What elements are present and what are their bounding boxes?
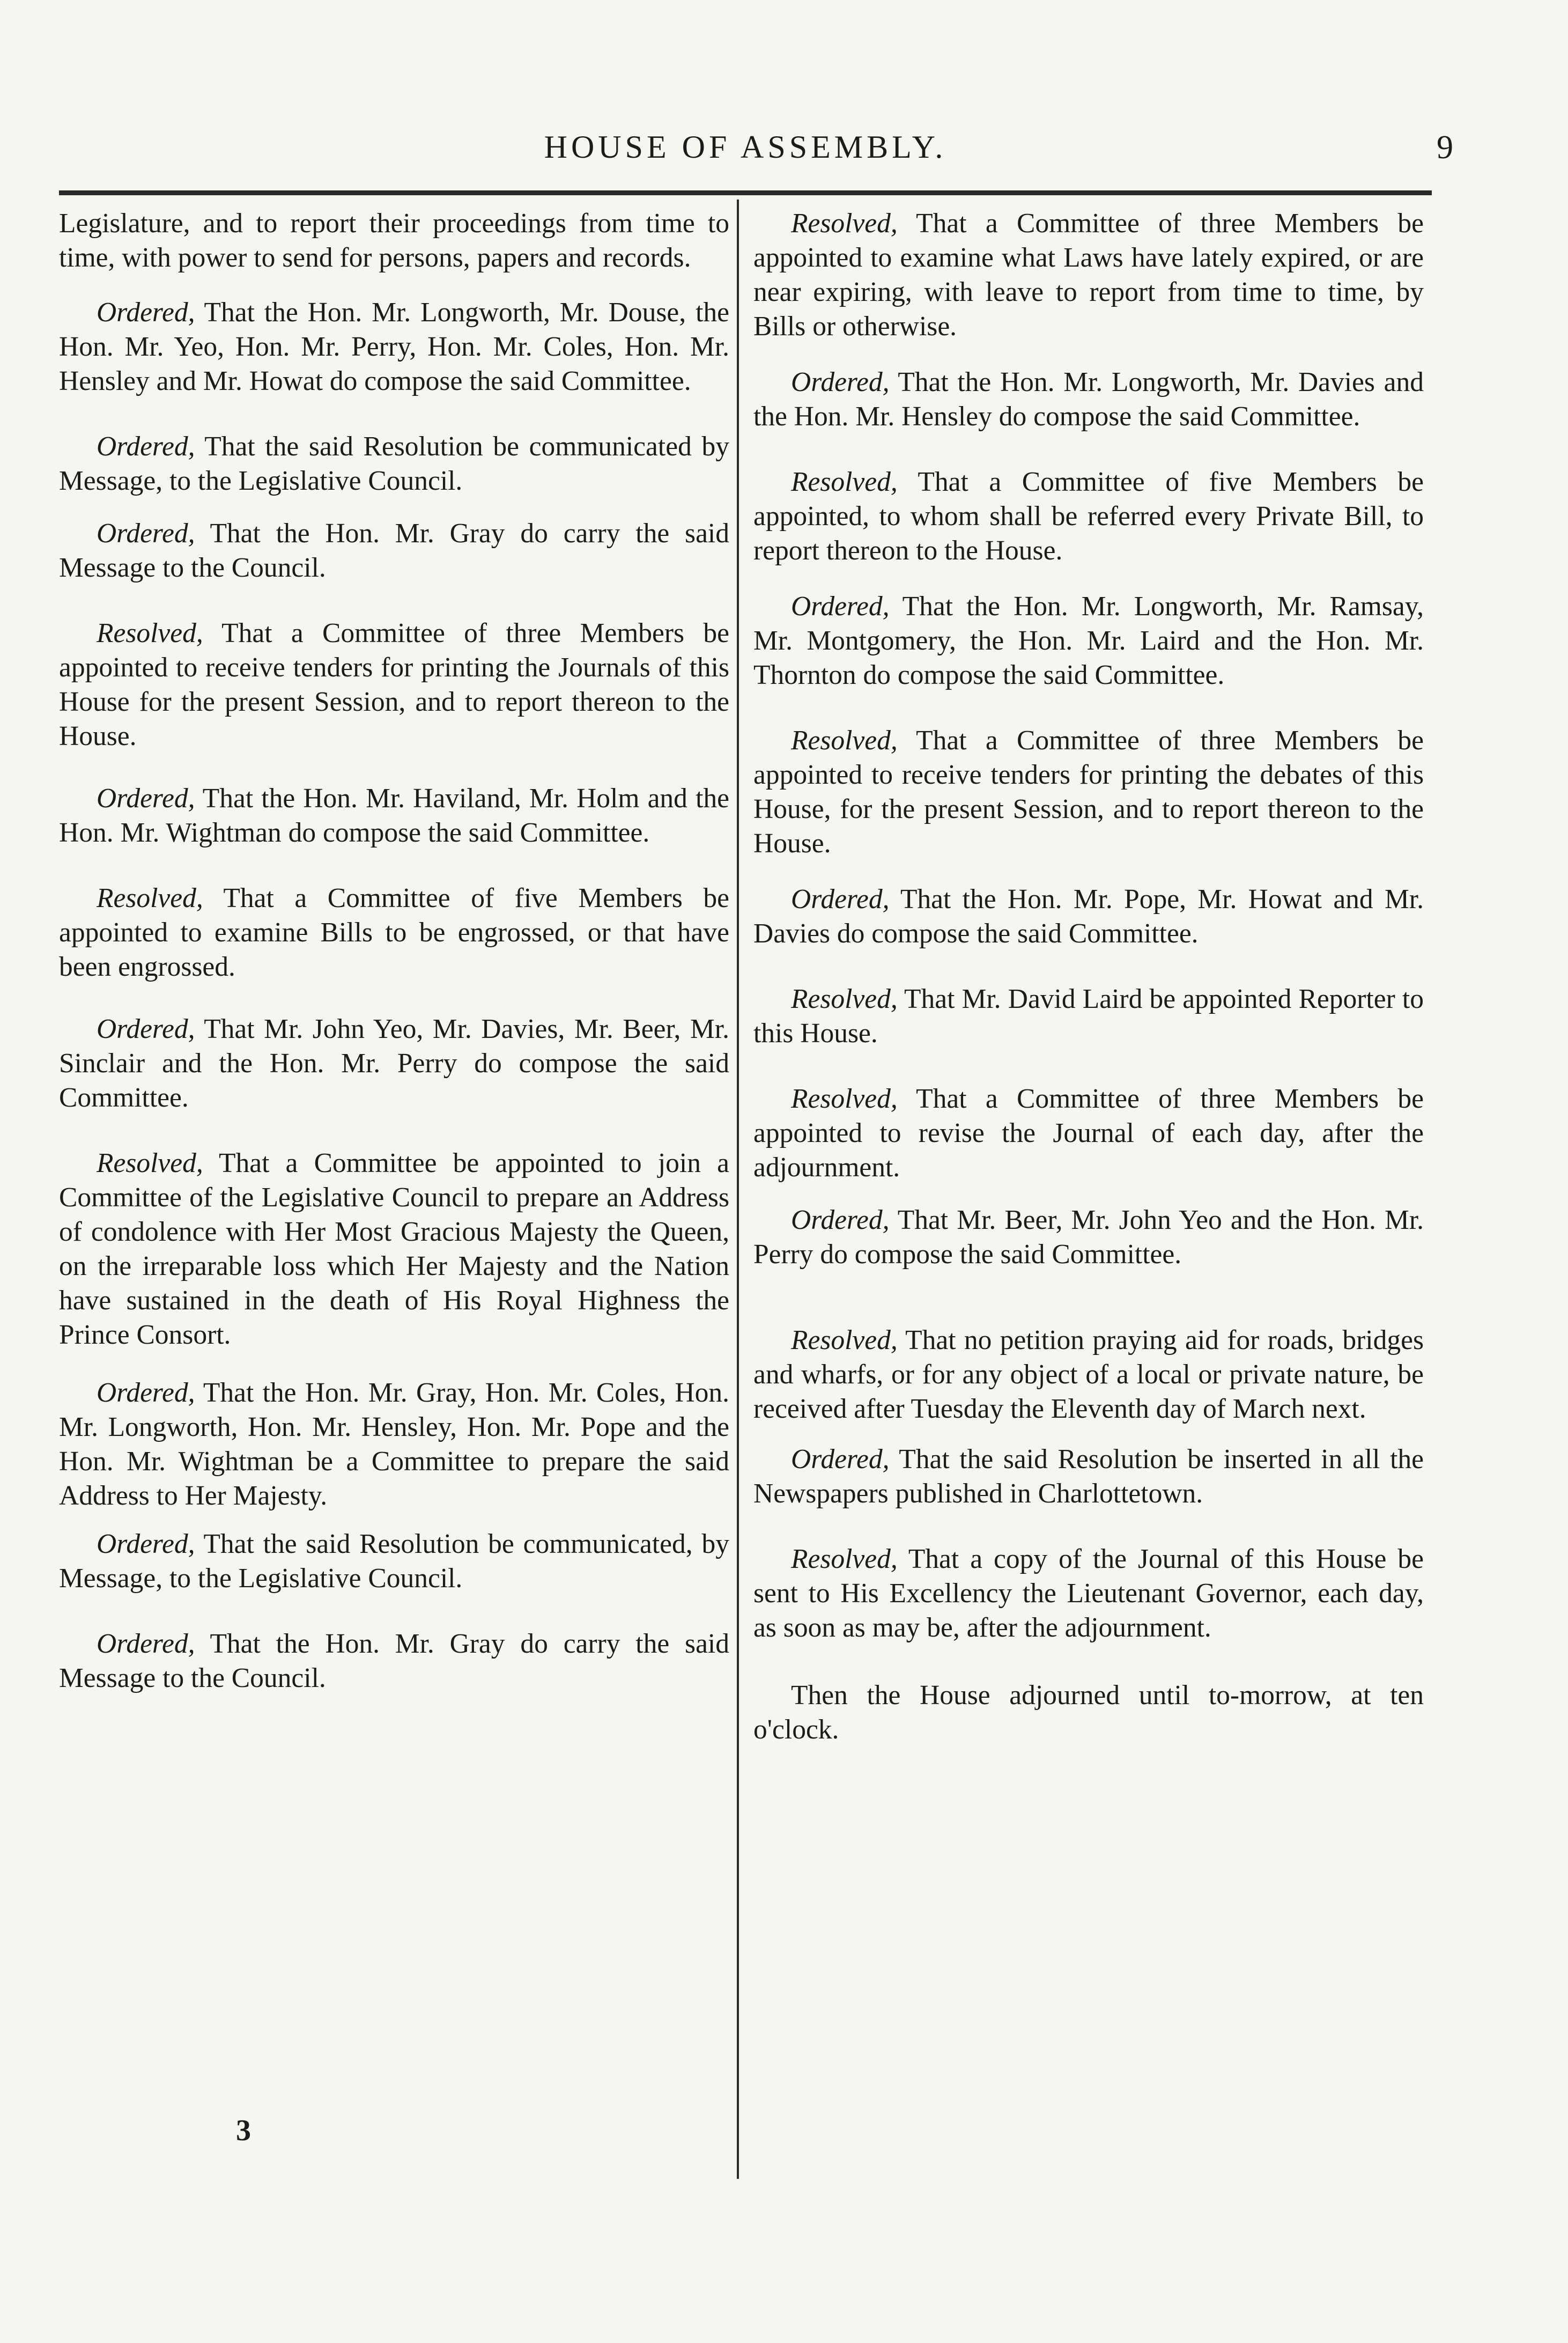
journal-paragraph xyxy=(753,982,1424,1051)
paragraph-text: That the Hon. Mr. Longworth, Mr. Davies and the Hon. Mr. Hensley do compose the said Committee. xyxy=(753,367,1424,432)
journal-paragraph xyxy=(753,1082,1424,1185)
journal-paragraph xyxy=(753,1203,1424,1272)
paragraph-lead: Ordered, xyxy=(97,297,195,328)
paragraph-text: That a Committee of three Members be appointed to examine what Laws have lately expired, or are near expiring, with leave to report from time to time, by Bills or otherwise. xyxy=(753,208,1424,342)
paragraph-lead: Ordered, xyxy=(97,1014,195,1044)
journal-paragraph xyxy=(753,882,1424,951)
paragraph-text: That a copy of the Journal of this House be sent to His Excellency the Lieutenant Governor, each day, as soon as may be, after the adjournment. xyxy=(753,1544,1424,1643)
paragraph-lead: Resolved, xyxy=(97,883,203,913)
journal-paragraph xyxy=(59,1627,729,1696)
paragraph-text: That the Hon. Mr. Haviland, Mr. Holm and the Hon. Mr. Wightman do compose the said Committee. xyxy=(59,783,729,848)
journal-paragraph xyxy=(59,296,729,399)
paragraph-lead: Ordered, xyxy=(791,884,890,915)
column-divider xyxy=(737,200,739,2179)
journal-paragraph xyxy=(59,782,729,850)
paragraph-lead: Resolved, xyxy=(791,725,898,756)
paragraph-lead: Resolved, xyxy=(791,984,898,1014)
paragraph-text: That the Hon. Mr. Gray, Hon. Mr. Coles, Hon. Mr. Longworth, Hon. Mr. Hensley, Hon. Mr. Pope and the Hon. Mr. Wightman be a Committee to prepare the said Address to Her Majesty. xyxy=(59,1377,729,1511)
paragraph-lead: Resolved, xyxy=(97,1148,203,1178)
paragraph-lead: Ordered, xyxy=(791,367,890,397)
journal-paragraph xyxy=(753,1542,1424,1645)
journal-paragraph xyxy=(59,1376,729,1513)
paragraph-text: That a Committee of five Members be appointed to examine Bills to be engrossed, or that have been engrossed. xyxy=(59,883,729,982)
paragraph-text: That no petition praying aid for roads, bridges and wharfs, or for any object of a local or private nature, be received after Tuesday the Eleventh day of March next. xyxy=(753,1325,1424,1424)
paragraph-text: Then the House adjourned until to-morrow, at ten o'clock. xyxy=(753,1680,1424,1745)
paragraph-lead: Ordered, xyxy=(791,591,890,622)
paragraph-text: That the said Resolution be communicated, by Message, to the Legislative Council. xyxy=(59,1529,729,1594)
journal-paragraph xyxy=(753,1678,1424,1747)
journal-paragraph xyxy=(753,724,1424,861)
paragraph-lead: Resolved, xyxy=(97,618,203,649)
paragraph-text: Legislature, and to report their proceedings from time to time, with power to send for persons, papers and records. xyxy=(59,208,729,273)
paragraph-text: That Mr. John Yeo, Mr. Davies, Mr. Beer, Mr. Sinclair and the Hon. Mr. Perry do compose the said Committee. xyxy=(59,1014,729,1113)
journal-paragraph xyxy=(753,465,1424,568)
journal-paragraph xyxy=(59,616,729,754)
paragraph-text: That Mr. Beer, Mr. John Yeo and the Hon. Mr. Perry do compose the said Committee. xyxy=(753,1205,1424,1270)
paragraph-text: That the Hon. Mr. Pope, Mr. Howat and Mr. Davies do compose the said Committee. xyxy=(753,884,1424,949)
paragraph-lead: Resolved, xyxy=(791,467,898,497)
signature-mark: 3 xyxy=(236,2114,251,2147)
page-header xyxy=(59,129,1453,188)
journal-paragraph xyxy=(59,207,729,275)
running-title: HOUSE OF ASSEMBLY. xyxy=(544,129,947,165)
page-number: 9 xyxy=(1437,129,1453,166)
paragraph-lead: Ordered, xyxy=(791,1444,890,1475)
journal-paragraph xyxy=(753,365,1424,434)
paragraph-text: That the Hon. Mr. Longworth, Mr. Douse, the Hon. Mr. Yeo, Hon. Mr. Perry, Hon. Mr. Coles, Hon. Mr. Hensley and Mr. Howat do compose the said Committee. xyxy=(59,297,729,396)
paragraph-text: That the said Resolution be inserted in all the Newspapers published in Charlottetown. xyxy=(753,1444,1424,1509)
paragraph-text: That the Hon. Mr. Gray do carry the said Message to the Council. xyxy=(59,518,729,583)
paragraph-text: That a Committee of three Members be appointed to revise the Journal of each day, after the adjournment. xyxy=(753,1084,1424,1183)
paragraph-lead: Ordered, xyxy=(97,1629,195,1659)
paragraph-lead: Resolved, xyxy=(791,1544,898,1574)
journal-paragraph xyxy=(59,517,729,585)
journal-paragraph xyxy=(753,590,1424,692)
paragraph-lead: Resolved, xyxy=(791,208,898,239)
journal-paragraph xyxy=(59,881,729,984)
journal-paragraph xyxy=(753,207,1424,344)
left-column xyxy=(59,207,729,1696)
paragraph-lead: Ordered, xyxy=(791,1205,890,1235)
paragraph-lead: Ordered, xyxy=(97,783,195,814)
paragraph-lead: Ordered, xyxy=(97,431,195,462)
journal-paragraph xyxy=(59,430,729,498)
paragraph-text: That the Hon. Mr. Gray do carry the said Message to the Council. xyxy=(59,1629,729,1693)
paragraph-text: That a Committee of five Members be appointed, to whom shall be referred every Private Bill, to report thereon to the House. xyxy=(753,467,1424,566)
paragraph-lead: Ordered, xyxy=(97,1529,195,1559)
paragraph-text: That the Hon. Mr. Longworth, Mr. Ramsay, Mr. Montgomery, the Hon. Mr. Laird and the Hon. Mr. Thornton do compose the said Committee. xyxy=(753,591,1424,690)
right-column xyxy=(753,207,1424,1747)
paragraph-text: That a Committee be appointed to join a Committee of the Legislative Council to prepare an Address of condolence with Her Most Gracious Majesty the Queen, on the irreparable loss which Her Majesty and the Nation have sustained in the death of His Royal Highness the Prince Consort. xyxy=(59,1148,729,1350)
paragraph-lead: Ordered, xyxy=(97,518,195,549)
journal-paragraph xyxy=(753,1323,1424,1426)
paragraph-text: That a Committee of three Members be appointed to receive tenders for printing the debates of this House, for the present Session, and to report thereon to the House. xyxy=(753,725,1424,859)
journal-paragraph xyxy=(753,1442,1424,1511)
header-rule xyxy=(59,190,1432,195)
journal-paragraph xyxy=(59,1146,729,1352)
paragraph-text: That Mr. David Laird be appointed Reporter to this House. xyxy=(753,984,1424,1049)
paragraph-text: That the said Resolution be communicated by Message, to the Legislative Council. xyxy=(59,431,729,496)
paragraph-lead: Ordered, xyxy=(97,1377,195,1408)
paragraph-text: That a Committee of three Members be appointed to receive tenders for printing the Journals of this House for the present Session, and to report thereon to the House. xyxy=(59,618,729,751)
journal-paragraph xyxy=(59,1012,729,1115)
journal-paragraph xyxy=(59,1527,729,1596)
paragraph-lead: Resolved, xyxy=(791,1084,898,1114)
paragraph-lead: Resolved, xyxy=(791,1325,898,1355)
